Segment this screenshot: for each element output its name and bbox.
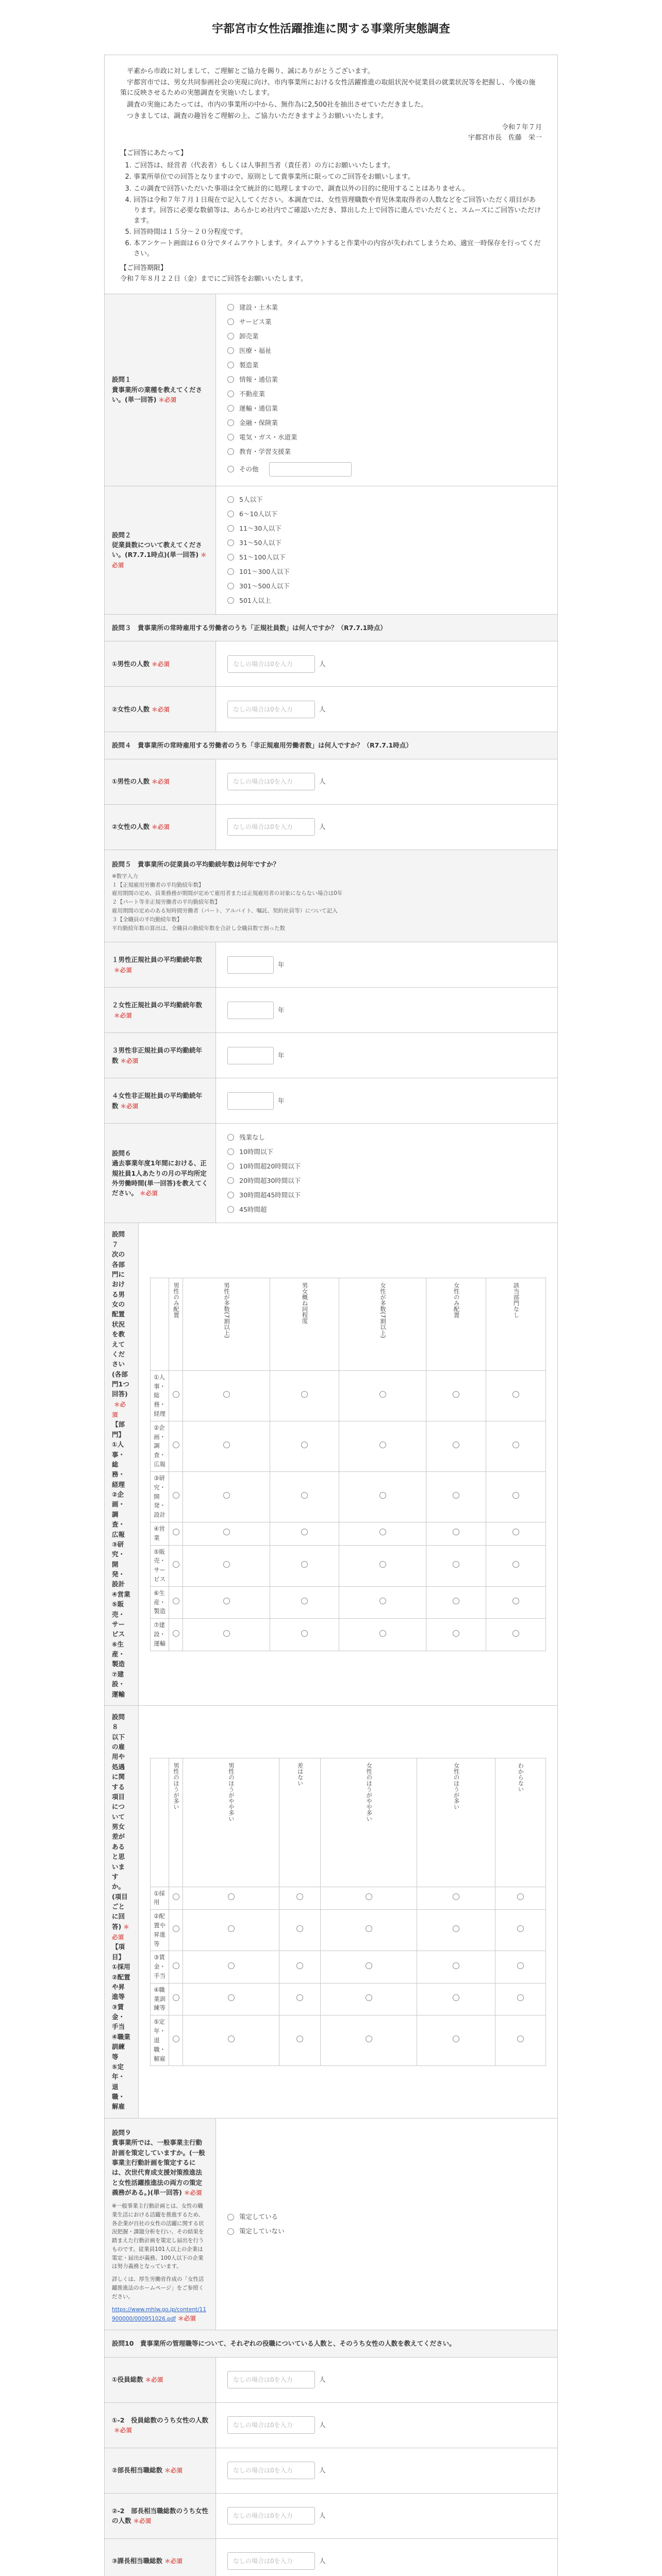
- unit-label: 年: [278, 961, 285, 969]
- radio-button[interactable]: [379, 1529, 386, 1535]
- q6-option[interactable]: 10時間以下: [227, 1144, 546, 1159]
- q2-option[interactable]: 31～50人以下: [227, 536, 546, 550]
- number-input[interactable]: [227, 2507, 315, 2524]
- q9-option[interactable]: 策定している: [227, 2210, 546, 2224]
- radio-button[interactable]: [228, 1925, 235, 1932]
- q2-option[interactable]: 101～300人以下: [227, 565, 546, 579]
- q4-female-label: ②女性の人数: [112, 823, 150, 831]
- intro-date: 令和７年７月: [501, 123, 542, 131]
- q1-option[interactable]: 情報・通信業: [227, 372, 546, 387]
- radio-button[interactable]: [227, 1148, 234, 1155]
- number-input[interactable]: [227, 2462, 315, 2479]
- q7-matrix-row: [151, 1586, 546, 1618]
- q5-row: [105, 988, 557, 1033]
- radio-button[interactable]: [227, 525, 234, 532]
- required-badge: ＊必須: [184, 2189, 202, 2197]
- years-input[interactable]: [227, 1092, 274, 1110]
- intro-signature: 宇都宮市長 佐藤 栄一: [468, 133, 542, 142]
- radio-button[interactable]: [228, 1893, 235, 1900]
- radio-button[interactable]: [301, 1598, 308, 1604]
- q1-options: [216, 294, 557, 486]
- required-badge: ＊必須: [112, 551, 207, 569]
- radio-button[interactable]: [453, 1598, 459, 1604]
- q5-row-label: １男性正規社員の平均勤続年数: [112, 956, 203, 964]
- q2-options: [216, 486, 557, 614]
- years-input[interactable]: [227, 956, 274, 974]
- q5-row: [105, 1033, 557, 1078]
- radio-button[interactable]: [173, 1442, 179, 1448]
- number-input[interactable]: [227, 2552, 315, 2570]
- matrix-col-header: 女性のほうが多い: [417, 1758, 495, 1887]
- matrix-col-header: 女性のみ配置: [426, 1278, 486, 1370]
- radio-button[interactable]: [301, 1561, 308, 1568]
- q1-option[interactable]: 建設・土木業: [227, 300, 546, 315]
- q3-male-label: ①男性の人数: [112, 659, 150, 668]
- radio-button[interactable]: [227, 1163, 234, 1170]
- radio-button[interactable]: [296, 2036, 303, 2042]
- unit-label: 年: [278, 1052, 285, 1060]
- note-item: 1. ご回答は、経営者（代表者）もしくは人事担当者（責任者）の方にお願いいたします。: [134, 161, 542, 171]
- radio-button[interactable]: [227, 304, 234, 311]
- q2-option[interactable]: 501人以上: [227, 594, 546, 608]
- q6-option[interactable]: 残業なし: [227, 1130, 546, 1144]
- matrix-col-header: 男性のみ配置: [169, 1278, 183, 1370]
- q1-option[interactable]: 金融・保険業: [227, 416, 546, 430]
- unit-label: 人: [319, 823, 326, 831]
- radio-button[interactable]: [173, 1893, 179, 1900]
- radio-button[interactable]: [227, 554, 234, 561]
- radio-button[interactable]: [223, 1630, 230, 1637]
- q8-label: 設問８ 以下の雇用や処遇に関する項目について男女差があると思いますか。(項目ごとに回答) ＊必須 【項目】 ①採用 ②配置や昇進等 ③賃金・手当 ④職業訓練等 ⑤定年・退職・解雇: [105, 1706, 139, 2118]
- radio-button[interactable]: [453, 1893, 459, 1900]
- radio-button[interactable]: [453, 1442, 459, 1448]
- radio-button[interactable]: [512, 1442, 519, 1448]
- q10-row: [105, 2358, 557, 2403]
- q10-heading: 設問10 貴事業所の管理職等について、それぞれの役職についている人数と、そのうち女性の人数を教えてください。: [105, 2330, 557, 2357]
- q8-matrix: [150, 1758, 546, 2066]
- required-badge: ＊必須: [114, 1011, 132, 1019]
- radio-button[interactable]: [379, 1630, 386, 1637]
- notes-heading: 【ご回答にあたって】: [120, 149, 188, 158]
- intro-paragraph: 平素から市政に対しまして、ご理解とご協力を賜り、誠にありがとうございます。: [127, 67, 374, 76]
- q4-row-male: [105, 759, 557, 805]
- note-item: 4. 回答は令和７年７月１日現在で記入してください。本調査では、女性管理職数や育児休業取得者の人数などをご回答いただく項目があります。回答に必要な数値等は、あらかじめ社内でご確認いただき、算出した上で回答に進んでいただくと、スムーズにご回答いただけます。: [134, 195, 542, 226]
- required-badge: ＊必須: [152, 660, 170, 668]
- radio-button[interactable]: [227, 2214, 234, 2221]
- matrix-row-label: ④営業: [151, 1522, 169, 1545]
- q5-title: 設問５ 貴事業所の従業員の平均勤続年数は何年ですか？: [112, 860, 280, 868]
- required-badge: ＊必須: [112, 1400, 126, 1418]
- q5-row-label: ３男性非正規社員の平均勤続年数: [112, 1046, 203, 1064]
- q6-number: 設問６: [112, 1149, 131, 1157]
- radio-button[interactable]: [223, 1561, 230, 1568]
- radio-button[interactable]: [512, 1630, 519, 1637]
- q1-row: [105, 294, 557, 486]
- q5-notes: ※数字入力 １【正規雇用労働者の平均勤続年数】 雇用期間の定め、員業務務が期間が定めて雇用者または正規雇用者の対象にならない場合は0年 ２【パート等非正規労働者の平均勤続年数】 雇用期間の定めのある短時間労働者（パート、アルバイト、嘱託、契約社員等）について記入 ３【全職員の平均勤続年数】 平均勤続年数の算出は、全職員の勤続年数を合計し全職員数で割った数: [112, 873, 343, 931]
- q8-row: [105, 1706, 557, 2119]
- survey-form: [104, 55, 558, 2576]
- matrix-col-header: わからない: [495, 1758, 545, 1887]
- q8-text: 以下の雇用や処遇に関する項目について男女差があると思いますか。(項目ごとに回答): [112, 1733, 128, 1930]
- matrix-col-header: 差はない: [279, 1758, 321, 1887]
- radio-button[interactable]: [453, 1561, 459, 1568]
- matrix-row-label: ③研究・開発・設計: [151, 1471, 169, 1522]
- q4-male-label: ①男性の人数: [112, 777, 150, 786]
- radio-button[interactable]: [227, 347, 234, 354]
- q10-row: [105, 2448, 557, 2494]
- q9-reference-link[interactable]: https://www.mhlw.go.jp/content/11900000/000951026.pdf: [112, 2306, 206, 2323]
- radio-button[interactable]: [173, 2036, 179, 2042]
- q7-row: [105, 1223, 557, 1706]
- required-badge: ＊必須: [140, 1190, 158, 1197]
- q5-heading: [105, 850, 557, 943]
- radio-button[interactable]: [173, 1962, 179, 1969]
- required-badge: ＊必須: [120, 1057, 139, 1064]
- radio-button[interactable]: [301, 1391, 308, 1398]
- radio-button[interactable]: [227, 1177, 234, 1184]
- q2-option[interactable]: 301～500人以下: [227, 579, 546, 594]
- radio-button[interactable]: [366, 2036, 372, 2042]
- required-badge: ＊必須: [152, 705, 170, 713]
- required-badge: ＊必須: [164, 2467, 183, 2475]
- q8-matrix-row: [151, 1910, 546, 1951]
- q7-label: 設問７ 次の各部門における男女の配置状況を教えてください(各部門1つ回答)＊必須 【部門】 ①人事・総務・経理 ②企画・調査・広報 ③研究・開発・設計 ④営業 ⑤販売・サービス ⑥生産・製造 ⑦建設・運輸: [105, 1223, 139, 1705]
- unit-label: 人: [319, 2376, 326, 2384]
- note-item: 5. 回答時間は１５分～２０分程度です。: [134, 227, 542, 238]
- q2-option[interactable]: 51～100人以下: [227, 550, 546, 565]
- deadline-text: 令和７年８月２２日（金）までにご回答をお願いいたします。: [120, 275, 307, 283]
- q1-option[interactable]: 医療・福祉: [227, 344, 546, 358]
- q6-option[interactable]: 10時間超20時間以下: [227, 1159, 546, 1173]
- radio-button[interactable]: [173, 1925, 179, 1932]
- radio-button[interactable]: [223, 1598, 230, 1604]
- radio-button[interactable]: [173, 1492, 179, 1499]
- required-badge: ＊必須: [158, 396, 176, 404]
- matrix-row-label: ⑤販売・サービス: [151, 1545, 169, 1586]
- radio-button[interactable]: [227, 539, 234, 546]
- matrix-col-header: 該当部門なし: [486, 1278, 546, 1370]
- radio-button[interactable]: [301, 1630, 308, 1637]
- radio-button[interactable]: [379, 1391, 386, 1398]
- years-input[interactable]: [227, 1047, 274, 1064]
- radio-button[interactable]: [301, 1492, 308, 1499]
- radio-button[interactable]: [379, 1492, 386, 1499]
- q9-fine-note: ※一般事業主行動計画とは、女性の職業生活における活躍を推進するため、各企業が自社の女性の活躍に関する状況把握・課題分析を行い、その結果を踏まえた行動計画を策定し届出を行うものです。従業員101人以上の企業は策定・届出が義務、100人以下の企業は努力義務となっています。: [112, 2202, 204, 2270]
- required-badge: ＊必須: [120, 1102, 139, 1110]
- q8-number: 設問８: [112, 1713, 125, 1731]
- q10-row-label: ②-2 部長相当職総数のうち女性の人数: [112, 2506, 208, 2524]
- radio-button[interactable]: [517, 2036, 524, 2042]
- q3-heading: 設問３ 貴事業所の常時雇用する労働者のうち「正規社員数」は何人ですか？（R7.7.1時点）: [105, 615, 557, 641]
- q1-number: 設問１: [112, 376, 131, 384]
- matrix-row-label: ③賃金・手当: [151, 1951, 169, 1983]
- radio-button[interactable]: [227, 1134, 234, 1141]
- radio-button[interactable]: [517, 1994, 524, 2001]
- radio-button[interactable]: [453, 1962, 459, 1969]
- unit-label: 人: [319, 659, 326, 668]
- q6-option[interactable]: 30時間超45時間以下: [227, 1188, 546, 1202]
- radio-button[interactable]: [296, 1962, 303, 1969]
- q9-row: [105, 2119, 557, 2330]
- q5-row: [105, 942, 557, 988]
- matrix-row-label: ②配置や昇進等: [151, 1910, 169, 1951]
- radio-button[interactable]: [227, 333, 234, 340]
- radio-button[interactable]: [228, 1994, 235, 2001]
- radio-button[interactable]: [517, 1962, 524, 1969]
- required-badge: ＊必須: [152, 823, 170, 831]
- number-input[interactable]: [227, 818, 315, 836]
- q10-row-label: ②部長相当職総数: [112, 2466, 163, 2475]
- intro-paragraph: つきましては、調査の趣旨をご理解の上、ご協力いただきますようお願いいたします。: [127, 112, 388, 120]
- q6-option[interactable]: 45時間超: [227, 1202, 546, 1216]
- radio-button[interactable]: [227, 405, 234, 412]
- radio-button[interactable]: [453, 1925, 459, 1932]
- radio-button[interactable]: [227, 496, 234, 503]
- radio-button[interactable]: [173, 1630, 179, 1637]
- radio-button[interactable]: [228, 1962, 235, 1969]
- q6-option[interactable]: 20時間超30時間以下: [227, 1173, 546, 1188]
- q2-option[interactable]: 11～30人以下: [227, 521, 546, 536]
- radio-button[interactable]: [512, 1391, 519, 1398]
- radio-button[interactable]: [379, 1598, 386, 1604]
- unit-label: 人: [319, 2557, 326, 2565]
- radio-button[interactable]: [227, 448, 234, 455]
- required-badge: ＊必須: [178, 2315, 196, 2323]
- radio-button[interactable]: [173, 1529, 179, 1535]
- required-badge: ＊必須: [112, 1923, 129, 1941]
- q1-option[interactable]: サービス業: [227, 315, 546, 329]
- radio-button[interactable]: [227, 362, 234, 368]
- unit-label: 人: [319, 777, 326, 786]
- q8-matrix-row: [151, 1887, 546, 1910]
- notes-list: [120, 161, 542, 259]
- q1-option[interactable]: 製造業: [227, 358, 546, 372]
- matrix-row-label: ⑥生産・製造: [151, 1586, 169, 1618]
- matrix-col-header: 男性が多数(7割以上): [183, 1278, 270, 1370]
- q8-matrix-row: [151, 1983, 546, 2015]
- radio-button[interactable]: [296, 1994, 303, 2001]
- unit-label: 人: [319, 705, 326, 713]
- q10-row-label: ①役員総数: [112, 2376, 143, 2384]
- q8-sub: 【項目】: [112, 1943, 125, 1961]
- radio-button[interactable]: [227, 376, 234, 383]
- q8-matrix-row: [151, 1951, 546, 1983]
- intro-block: [105, 55, 557, 294]
- radio-button[interactable]: [512, 1561, 519, 1568]
- radio-button[interactable]: [228, 2036, 235, 2042]
- number-input[interactable]: [227, 2416, 315, 2434]
- radio-button[interactable]: [173, 1561, 179, 1568]
- radio-button[interactable]: [379, 1442, 386, 1448]
- matrix-row-label: ②企画・調査・広報: [151, 1421, 169, 1471]
- q6-options: [216, 1124, 557, 1223]
- q6-text: 過去事業年度1年間における、正規社員1人あたりの月の平均所定外労働時間(単一回答)を教えてください。: [112, 1159, 208, 1197]
- radio-button[interactable]: [223, 1492, 230, 1499]
- note-item: 6. 本アンケート画面は６０分でタイムアウトします。タイムアウトすると作業中の内容が失われてしまうため、適宜一時保存を行ってください。: [134, 239, 542, 259]
- other-text-input[interactable]: [269, 462, 352, 477]
- radio-button[interactable]: [296, 1925, 303, 1932]
- q7-matrix-row: [151, 1370, 546, 1421]
- note-item: 3. この調査で回答いただいた事項は全て統計的に処理しますので、調査以外の目的に使用することはありません。: [134, 184, 542, 194]
- number-input[interactable]: [227, 2371, 315, 2388]
- page-title: 宇都宮市女性活躍推進に関する事業所実態調査: [211, 23, 450, 36]
- radio-button[interactable]: [227, 466, 234, 472]
- intro-paragraph: 調査の実施にあたっては、市内の事業所の中から、無作為に2,500社を抽出させていただきました。: [127, 100, 428, 109]
- radio-button[interactable]: [173, 1598, 179, 1604]
- radio-button[interactable]: [512, 1492, 519, 1499]
- radio-button[interactable]: [227, 583, 234, 589]
- q1-option[interactable]: 運輸・通信業: [227, 401, 546, 416]
- note-item: 2. 事業所単位での回答となりますので、原則として貴事業所に限ってのご回答をお願いします。: [134, 172, 542, 182]
- required-badge: ＊必須: [133, 2517, 152, 2524]
- radio-button[interactable]: [227, 568, 234, 575]
- q4-row-female: [105, 805, 557, 850]
- q1-option[interactable]: 卸売業: [227, 329, 546, 344]
- q2-option[interactable]: 5人以下: [227, 493, 546, 507]
- number-input[interactable]: [227, 773, 315, 790]
- radio-button[interactable]: [227, 434, 234, 440]
- q7-matrix-row: [151, 1421, 546, 1471]
- number-input[interactable]: [227, 655, 315, 673]
- matrix-row-label: ①人事・総務・経理: [151, 1370, 169, 1421]
- radio-button[interactable]: [453, 1529, 459, 1535]
- radio-button[interactable]: [227, 511, 234, 517]
- q7-matrix-row: [151, 1471, 546, 1522]
- q9-number: 設問９: [112, 2128, 131, 2137]
- unit-label: 年: [278, 1097, 285, 1105]
- number-input[interactable]: [227, 701, 315, 718]
- matrix-col-header: 男性のほうがやや多い: [183, 1758, 279, 1887]
- radio-button[interactable]: [366, 1893, 372, 1900]
- radio-button[interactable]: [366, 1962, 372, 1969]
- q7-matrix: [150, 1278, 546, 1651]
- required-badge: ＊必須: [114, 966, 132, 974]
- q5-row: [105, 1078, 557, 1124]
- years-input[interactable]: [227, 1002, 274, 1019]
- radio-button[interactable]: [517, 1925, 524, 1932]
- radio-button[interactable]: [227, 1192, 234, 1198]
- q1-option[interactable]: 電気・ガス・水道業: [227, 430, 546, 445]
- matrix-row-label: ①採用: [151, 1887, 169, 1910]
- required-badge: ＊必須: [145, 2376, 163, 2384]
- q1-option[interactable]: 不動産業: [227, 387, 546, 401]
- radio-button[interactable]: [227, 419, 234, 426]
- matrix-row-label: ⑦建設・運輸: [151, 1619, 169, 1651]
- radio-button[interactable]: [223, 1442, 230, 1448]
- q1-option[interactable]: 教育・学習支援業: [227, 445, 546, 459]
- radio-button[interactable]: [227, 2228, 234, 2235]
- q4-heading: 設問４ 貴事業所の常時雇用する労働者のうち「非正規雇用労働者数」は何人ですか？（R7.7.1時点）: [105, 732, 557, 759]
- intro-paragraph: 宇都宮市では、男女共同参画社会の実現に向け、市内事業所における女性活躍推進の取組状況や従業員の就業状況等を把握し、今後の施策に反映させるための実態調査を実施いたします。: [120, 79, 536, 97]
- radio-button[interactable]: [301, 1442, 308, 1448]
- q2-number: 設問２: [112, 531, 131, 539]
- radio-button[interactable]: [227, 318, 234, 325]
- radio-button[interactable]: [453, 2036, 459, 2042]
- radio-button[interactable]: [453, 1492, 459, 1499]
- matrix-col-header: 男女概ね同程度: [270, 1278, 339, 1370]
- q9-fine-note-2: 詳しくは、厚生労働省作成の「女性活躍推進法のホームページ」をご参照ください。: [112, 2276, 204, 2300]
- radio-button[interactable]: [223, 1391, 230, 1398]
- required-badge: ＊必須: [152, 778, 170, 786]
- radio-button[interactable]: [223, 1529, 230, 1535]
- q2-option[interactable]: 6～10人以下: [227, 507, 546, 521]
- q9-label: [105, 2119, 216, 2330]
- q7-matrix-row: [151, 1522, 546, 1545]
- q1-text: 貴事業所の業種を教えてください。(単一回答): [112, 385, 203, 404]
- q10-row: [105, 2539, 557, 2576]
- q3-row-male: [105, 641, 557, 687]
- q2-text: 従業員数について教えてください。(R7.7.1時点)(単一回答): [112, 540, 202, 559]
- radio-button[interactable]: [301, 1529, 308, 1535]
- radio-button[interactable]: [227, 597, 234, 604]
- unit-label: 年: [278, 1006, 285, 1014]
- q9-option[interactable]: 策定していない: [227, 2224, 546, 2239]
- unit-label: 人: [319, 2466, 326, 2475]
- q5-row-label: ２女性正規社員の平均勤続年数: [112, 1001, 203, 1009]
- q1-option-other[interactable]: その他: [227, 459, 546, 480]
- matrix-row-label: ④職業訓練等: [151, 1983, 169, 2015]
- unit-label: 人: [319, 2421, 326, 2429]
- q6-row: [105, 1124, 557, 1223]
- q7-matrix-row: [151, 1545, 546, 1586]
- q7-matrix-row: [151, 1619, 546, 1651]
- matrix-row-label: ⑤定年・退職・解雇: [151, 2015, 169, 2066]
- radio-button[interactable]: [173, 1994, 179, 2001]
- radio-button[interactable]: [453, 1391, 459, 1398]
- matrix-col-header: 女性のほうがやや多い: [321, 1758, 417, 1887]
- q9-options: [216, 2119, 557, 2330]
- radio-button[interactable]: [366, 1925, 372, 1932]
- q3-row-female: [105, 687, 557, 732]
- radio-button[interactable]: [366, 1994, 372, 2001]
- radio-button[interactable]: [453, 1630, 459, 1637]
- q10-row-label: ①-2 役員総数のうち女性の人数: [112, 2416, 208, 2424]
- q6-label: [105, 1124, 216, 1223]
- q10-row-label: ③課長相当職総数: [112, 2557, 163, 2565]
- q10-row: [105, 2494, 557, 2539]
- q1-label: [105, 294, 216, 486]
- q3-female-label: ②女性の人数: [112, 705, 150, 713]
- radio-button[interactable]: [453, 1994, 459, 2001]
- q7-sub: 【部門】: [112, 1420, 125, 1438]
- radio-button[interactable]: [517, 1893, 524, 1900]
- matrix-col-header: 男性のほうが多い: [169, 1758, 183, 1887]
- required-badge: ＊必須: [164, 2557, 183, 2565]
- unit-label: 人: [319, 2512, 326, 2520]
- q10-row: [105, 2403, 557, 2448]
- radio-button[interactable]: [512, 1529, 519, 1535]
- matrix-col-header: 女性が多数(7割以上): [339, 1278, 426, 1370]
- q7-number: 設問７: [112, 1230, 125, 1248]
- required-badge: ＊必須: [114, 2426, 132, 2434]
- q7-text: 次の各部門における男女の配置状況を教えてください(各部門1つ回答): [112, 1250, 129, 1398]
- radio-button[interactable]: [512, 1598, 519, 1604]
- radio-button[interactable]: [227, 1206, 234, 1213]
- q8-matrix-row: [151, 2015, 546, 2066]
- radio-button[interactable]: [379, 1561, 386, 1568]
- q5-row-label: ４女性非正規社員の平均勤続年数: [112, 1092, 203, 1110]
- q2-row: [105, 486, 557, 615]
- radio-button[interactable]: [227, 391, 234, 397]
- q2-label: [105, 486, 216, 614]
- deadline-heading: 【ご回答期限】: [120, 264, 168, 273]
- radio-button[interactable]: [296, 1893, 303, 1900]
- radio-button[interactable]: [173, 1391, 179, 1398]
- q9-text: 貴事業所では、一般事業主行動計画を策定していますか。(一般事業主行動計画を策定するには、次世代育成支援対策推進法と女性活躍推進法の両方の策定義務がある。)(単一回答): [112, 2139, 205, 2197]
